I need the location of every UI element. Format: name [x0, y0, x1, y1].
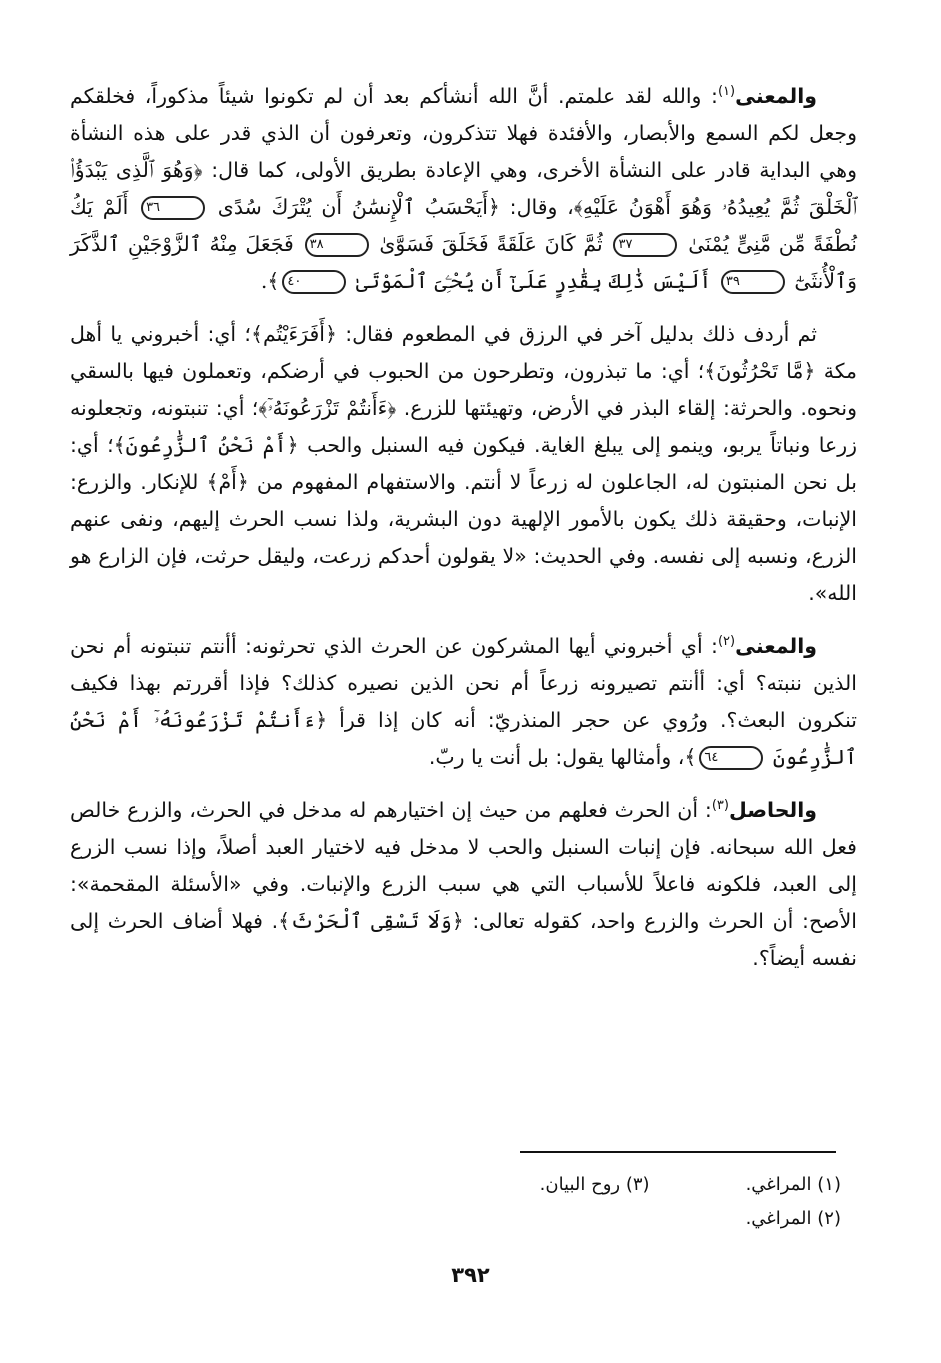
paragraph-text: ؛ أي: تنبتونه، وتجعلونه زرعا ونباتاً يربو، وينمو إلى يبلغ الغاية. فيكون فيه السنبل والحب — [70, 396, 857, 457]
footnote-1: (١) المراغي. — [745, 1174, 841, 1195]
paragraph-4 — [70, 792, 857, 977]
footnote-ref: (١) — [717, 84, 736, 100]
paragraph-2 — [70, 316, 857, 612]
quran-quote: ثُمَّ كَانَ عَلَقَةً فَخَلَقَ فَسَوَّىٰ — [379, 232, 603, 256]
ayah-number-mark: ٣٧ — [613, 233, 677, 257]
footnote-3: (٣) روح البيان. — [539, 1174, 650, 1195]
paragraph-text: : أي أخبروني أيها المشركون عن الحرث الذي تحرثونه: أأنتم تنبتونه أم نحن الذين ننبته؟ أي: أأنتم تصيرونه زرعاً أم نحن الذين نصيره كذلك؟ فإذا أقررتم بهذا فكيف تنكرون البعث؟. ورُوي عن حجر المنذريّ: أنه كان إذا قرأ — [70, 634, 857, 732]
quran-quote: ﴿ءَأَنتُمْ تَزْرَعُونَهُۥٓ أَمْ نَحْنُ ٱلزَّٰرِعُونَ — [70, 708, 857, 769]
paragraph-text: ؛ أي: بل نحن المنبتون له، الجاعلون له زرعاً لا أنتم. والاستفهام المفهوم من — [70, 433, 857, 494]
page-number: ٣٩٢ — [451, 1263, 490, 1287]
footnote-ref: (٣) — [711, 798, 729, 814]
quran-quote: ﴿أَمْ﴾ — [206, 470, 249, 494]
ayah-number-mark: ٣٦ — [141, 196, 205, 220]
quran-quote: ﴿وَلَا تَسْقِى ٱلْحَرْثَ﴾ — [278, 909, 464, 933]
quran-quote: ﴿أَفَرَءَيْتُم﴾ — [250, 322, 337, 346]
paragraph-text: ، وقال: — [499, 195, 574, 219]
footnote-2: (٢) المراغي. — [745, 1208, 841, 1229]
quran-quote: فَجَعَلَ مِنْهُ ٱلزَّوْجَيْنِ ٱلذَّكَرَ وَٱلْأُنثَىٰٓ — [70, 232, 857, 293]
ayah-number-mark: ٣٩ — [721, 270, 785, 294]
footnotes — [281, 1168, 841, 1236]
paragraph-text: للإنكار. والزرع: الإنبات، وحقيقة ذلك يكون بالأمور الإلهية دون البشرية، ولذا نسب الحرث إليهم، ونفى عنهم الزرع، ونسبه إلى نفسه. وفي الحديث: «لا يقولون أحدكم زرعت، وليقل حرثت، فإن الزارع هو الله». — [70, 470, 857, 605]
paragraph-text: . فهلا أضاف الحرث إلى نفسه أيضاً؟. — [70, 909, 857, 970]
footnote-row — [281, 1202, 841, 1236]
ayah-number-mark: ٦٤ — [699, 746, 763, 770]
paragraph-text: : والله لقد علمتم. أنَّ الله أنشأكم بعد أن لم تكونوا شيئاً مذكوراً، فخلقكم وجعل لكم السمع والأبصار، والأفئدة فهلا تتذكرون، وتعرفون أن الذي قدر على هذه النشأة وهي البداية قادر على النشأة الأخرى، وهي الإعادة بطريق الأولى، كما قال: — [70, 84, 857, 182]
paragraph-text: ؛ أي: ما تبذرون، وتطرحون من الحبوب في أرضكم، وتعملون فيها بالسقي ونحوه. والحرثة: إلقاء البذر في الأرض، وتهيئتها للزرع. — [70, 359, 858, 420]
paragraph-text: ؛ أي: أخبروني يا أهل مكة — [70, 322, 858, 383]
quran-quote: ﴿أَمْ نَحْنُ ٱلزَّٰرِعُونَ﴾ — [113, 433, 299, 457]
quran-quote: ﴿أَيَحْسَبُ ٱلْإِنسَٰنُ أَن يُتْرَكَ سُدًى — [217, 195, 500, 219]
paragraph-text: ثم أردف ذلك بدليل آخر في الرزق في المطعوم فقال: — [336, 322, 817, 346]
footnote-ref: (٢) — [717, 634, 736, 650]
footnote-row — [281, 1168, 841, 1202]
paragraph-lead: والمعنى — [735, 634, 817, 658]
quran-quote-end: ﴾ — [684, 745, 697, 769]
quran-quote: أَلَيْسَ ذَٰلِكَ بِقَٰدِرٍ عَلَىٰٓ أَن يُحْـِۧىَ ٱلْمَوْتَىٰ — [355, 269, 712, 293]
paragraph-1 — [70, 78, 857, 300]
quran-quote: أَلَمْ يَكُ نُطْفَةً مِّن مَّنِىٍّ يُمْنَىٰ — [70, 195, 857, 256]
quran-quote: ﴿وَهُوَ ٱلَّذِى يَبْدَؤُا۟ ٱلْخَلْقَ ثُمَّ يُعِيدُهُۥ وَهُوَ أَهْوَنُ عَلَيْهِ﴾ — [70, 158, 858, 219]
quran-quote: ﴿ءَأَنتُمْ تَزْرَعُونَهُۥٓ﴾ — [258, 396, 397, 420]
ayah-number-mark: ٣٨ — [305, 233, 369, 257]
paragraph-text: ، وأمثالها يقول: بل أنت يا ربّ. — [428, 745, 685, 769]
paragraph-text: : أن الحرث فعلهم من حيث إن اختيارهم له مدخل في الحرث، والزرع خالص فعل الله سبحانه. فإن إنبات السنبل والحب لا مدخل فيه لاختيار العبد أصلاً، وإذا نسب الزرع إلى العبد، فلكونه فاعلاً للأسباب التي هي سبب الزرع والإنبات. وفي «الأسئلة المقحمة»: الأصح: أن الحرث والزرع واحد، كقوله تعالى: — [70, 798, 857, 933]
ayah-number-mark: ٤٠ — [282, 270, 346, 294]
footnote-divider — [520, 1151, 836, 1153]
quran-quote: ﴿مَّا تَحْرُثُونَ﴾ — [704, 359, 816, 383]
body-text — [70, 78, 857, 993]
quran-quote-end: ﴾. — [260, 269, 280, 293]
paragraph-lead: والحاصل — [728, 798, 817, 822]
paragraph-3 — [70, 628, 857, 776]
paragraph-lead: والمعنى — [735, 84, 817, 108]
